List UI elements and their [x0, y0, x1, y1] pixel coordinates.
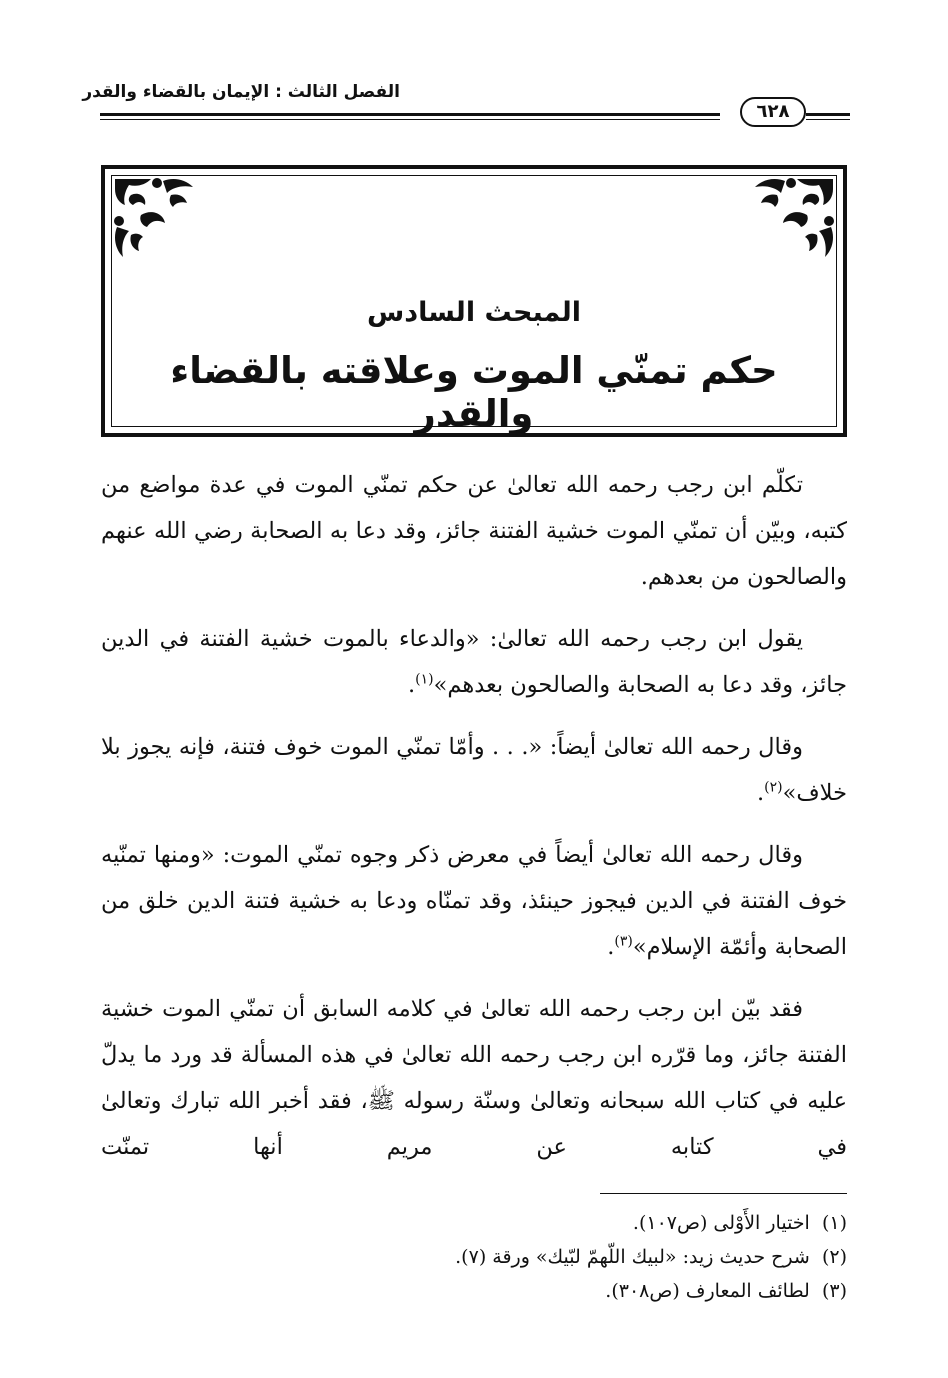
- paragraph-end: .: [607, 934, 615, 960]
- corner-ornament-icon: [747, 175, 837, 265]
- footnote-reference: (٢): [764, 779, 783, 796]
- footnotes: [101, 1206, 847, 1308]
- paragraph-text: يقول ابن رجب رحمه الله تعالىٰ: «والدعاء بالموت خشية الفتنة في الدين جائز، وقد دعا به الصحابة والصالحون بعدهم»: [101, 626, 847, 698]
- page-number: ٦٢٨: [740, 97, 806, 127]
- footnote: [101, 1240, 847, 1274]
- footnote-reference: (١): [415, 671, 434, 688]
- footnote-number: (١): [821, 1212, 847, 1234]
- section-title: حكم تمنّي الموت وعلاقته بالقضاء والقدر: [170, 349, 778, 435]
- paragraph-text: فقد بيّن ابن رجب رحمه الله تعالىٰ في كلامه السابق أن تمنّي الموت خشية الفتنة جائز، وما قرّره ابن رجب رحمه الله تعالىٰ في هذه المسألة قد ورد ما يدلّ عليه في كتاب الله سبحانه وتعالىٰ وسنّة رسوله ﷺ، فقد أخبر الله تبارك وتعالىٰ في كتابه عن مريم أنها تمنّت: [101, 996, 847, 1160]
- section-label: المبحث السادس: [366, 297, 582, 328]
- paragraph-text: تكلّم ابن رجب رحمه الله تعالىٰ عن حكم تمنّي الموت في عدة مواضع من كتبه، وبيّن أن تمنّي الموت خشية الفتنة جائز، وقد دعا به الصحابة رضي الله عنهم والصالحون من بعدهم.: [101, 472, 847, 590]
- paragraph: [101, 986, 847, 1170]
- paragraph-text: وقال رحمه الله تعالىٰ أيضاً: «. . . وأمّا تمنّي الموت خوف فتنة، فإنه يجوز بلا خلاف»: [101, 734, 847, 806]
- footnote-text: شرح حديث زيد: «لبيك اللّهمّ لبّيك» ورقة (٧).: [455, 1246, 810, 1268]
- paragraph-end: .: [407, 672, 416, 698]
- chapter-title: الفصل الثالث : الإيمان بالقضاء والقدر: [82, 82, 400, 102]
- paragraph-end: .: [756, 780, 765, 806]
- paragraph-text: وقال رحمه الله تعالىٰ أيضاً في معرض ذكر وجوه تمنّي الموت: «ومنها تمنّيه خوف الفتنة في الدين فيجوز حينئذ، وقد تمنّاه ودعا به خشية فتنة الدين خلق من الصحابة وأئمّة الإسلام»: [101, 842, 847, 960]
- header-rule-thin: [100, 119, 720, 120]
- paragraph: [101, 462, 847, 600]
- footnote-separator: [600, 1193, 847, 1194]
- footnote-number: (٢): [821, 1246, 847, 1268]
- paragraph: [101, 832, 847, 970]
- footnote-text: اختيار الأَوْلى (ص١٠٧).: [632, 1212, 810, 1234]
- header-rule-right: [806, 113, 850, 116]
- footnote-reference: (٣): [614, 933, 633, 950]
- footnote-text: لطائف المعارف (ص٣٠٨).: [605, 1280, 810, 1302]
- corner-ornament-icon: [111, 175, 201, 265]
- paragraph: [101, 616, 847, 708]
- paragraph: [101, 724, 847, 816]
- running-header: [82, 76, 850, 126]
- footnote: [101, 1274, 847, 1308]
- body-text: [101, 462, 847, 1186]
- header-rule-right-thin: [806, 119, 850, 120]
- footnote-number: (٣): [821, 1280, 847, 1302]
- footnote: [101, 1206, 847, 1240]
- section-title-frame: [101, 165, 847, 437]
- header-rule: [100, 113, 720, 116]
